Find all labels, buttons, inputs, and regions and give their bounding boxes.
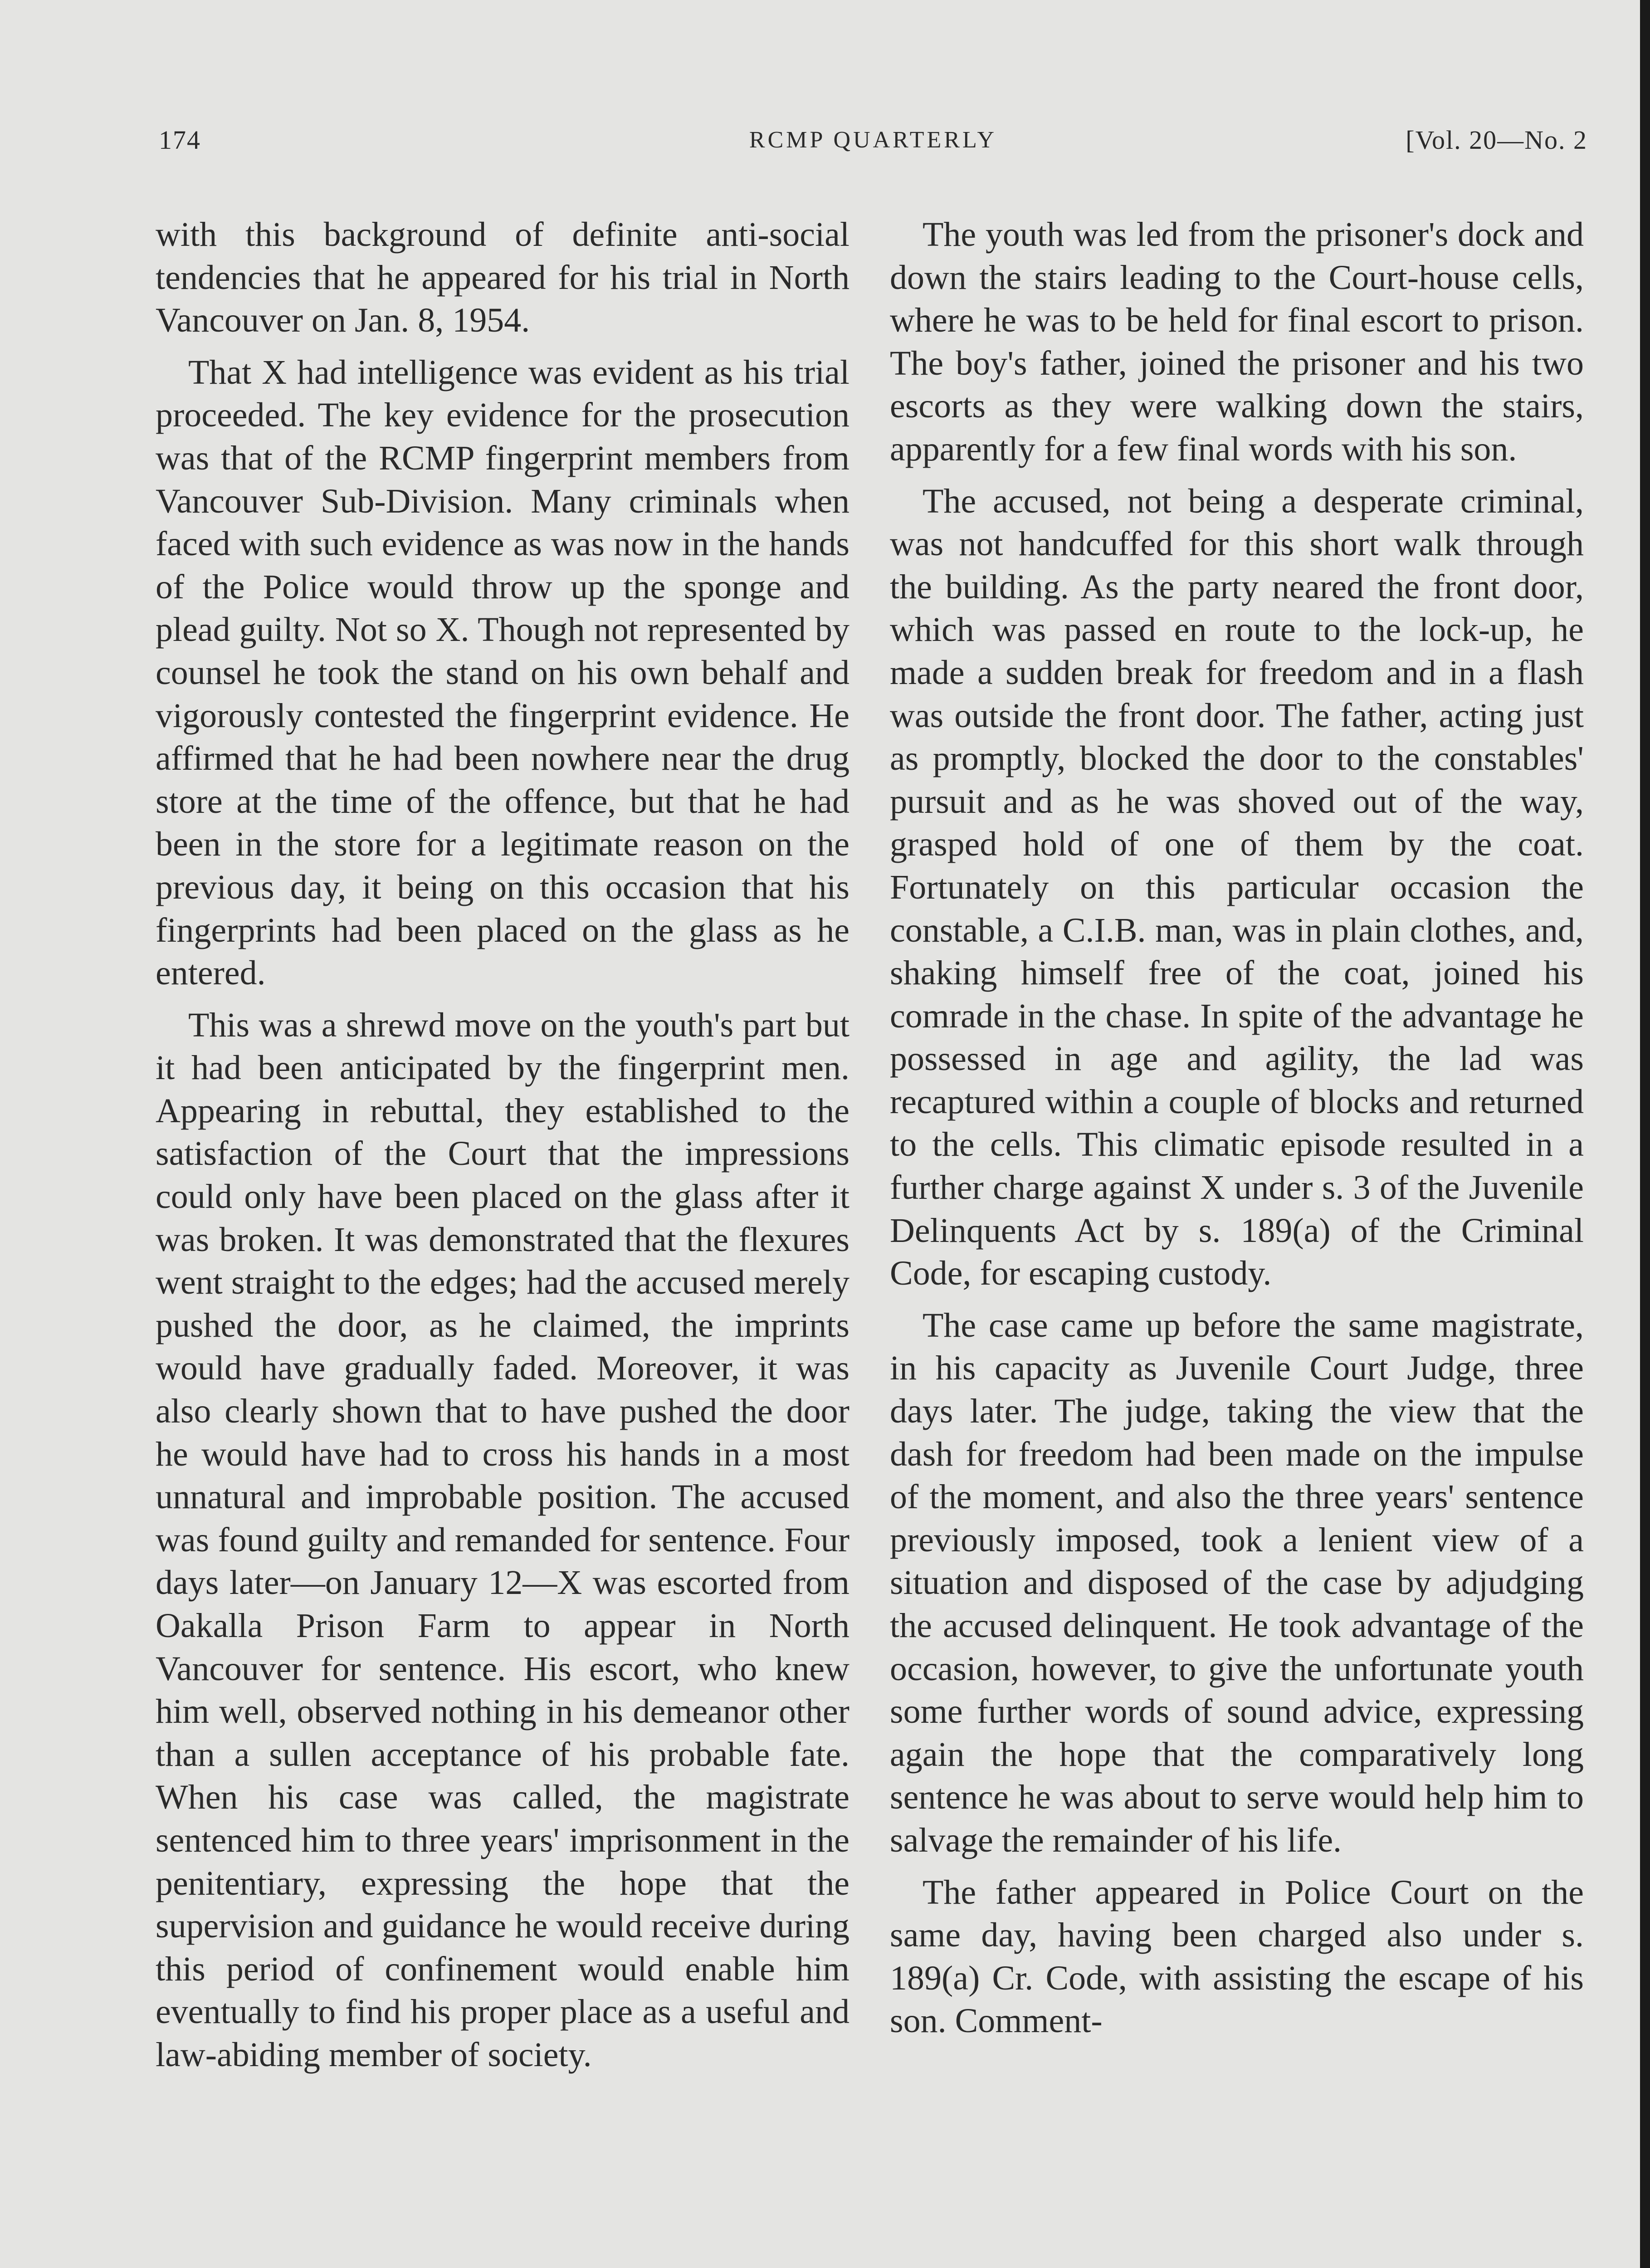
paragraph: That X had intelligence was evident as his trial proceeded. The key evidence for the prosecution was that of the RCMP fingerprint members from Vancouver Sub-Division. Many criminals when faced with such evidence as was now in the hands of the Police would throw up the sponge and plead guilty. Not so X. Though not represented by counsel he took the stand on his own behalf and vigorously contested the fingerprint evidence. He affirmed that he had been nowhere near the drug store at the time of the offence, but that he had been in the store for a legitimate reason on the previous day, it being on this occasion that his fingerprints had been placed on the glass as he entered. xyxy=(156,353,849,992)
paragraph: This was a shrewd move on the youth's part but it had been anticipated by the fingerprint men. Appearing in rebuttal, they established to the satisfaction of the Court that the impressions could only have been placed on the glass after it was broken. It was demonstrated that the flexures went straight to the edges; had the accused merely pushed the door, as he claimed, the imprints would have gradually faded. Moreover, it was also clearly shown that to have pushed the door he would have had to cross his hands in a most unnatural and improbable position. The accused was found guilty and remanded for sentence. Four days later—on January 12—X was escorted from Oakalla Prison Farm to appear in North Vancouver for sentence. His escort, who knew him well, observed nothing in his demeanor other than a sullen acceptance of his probable fate. When his case was called, the magistrate sentenced him to three years' imprisonment in the penitentiary, expressing the hope that the supervision and guidance he would receive during this period of confinement would enable him eventually to find his proper place as a useful and law-abiding member of society. xyxy=(156,1006,849,2074)
journal-title: RCMP QUARTERLY xyxy=(749,127,997,153)
paragraph: The youth was led from the prisoner's dock and down the stairs leading to the Court-house cells, where he was to be held for final escort to prison. The boy's father, joined the prisoner and his two escorts as they were walking down the stairs, apparently for a few final words with his son. xyxy=(890,215,1584,468)
page-number: 174 xyxy=(159,125,201,155)
paragraph: The case came up before the same magistrate, in his capacity as Juvenile Court Judge, three days later. The judge, taking the view that the dash for freedom had been made on the impulse of the moment, and also the three years' sentence previously imposed, took a lenient view of a situation and disposed of the case by adjudging the accused delinquent. He took advantage of the occasion, however, to give the unfortunate youth some further words of sound advice, expressing again the hope that the comparatively long sentence he was about to serve would help him to salvage the remainder of his life. xyxy=(890,1306,1584,1859)
paragraph: The father appeared in Police Court on the same day, having been charged also under s. 189(a) Cr. Code, with assisting the escape of his son. Comment- xyxy=(890,1873,1584,2040)
left-column xyxy=(156,213,849,2086)
issue-label: [Vol. 20—No. 2 xyxy=(1406,125,1587,155)
paragraph: with this background of definite anti-social tendencies that he appeared for his trial in North Vancouver on Jan. 8, 1954. xyxy=(156,215,849,340)
paragraph: The accused, not being a desperate criminal, was not handcuffed for this short walk through the building. As the party neared the front door, which was passed en route to the lock-up, he made a sudden break for freedom and in a flash was outside the front door. The father, acting just as promptly, blocked the door to the constables' pursuit and as he was shoved out of the way, grasped hold of one of them by the coat. Fortunately on this particular occasion the constable, a C.I.B. man, was in plain clothes, and, shaking himself free of the coat, joined his comrade in the chase. In spite of the advantage he possessed in age and agility, the lad was recaptured within a couple of blocks and returned to the cells. This climatic episode resulted in a further charge against X under s. 3 of the Juvenile Delinquents Act by s. 189(a) of the Criminal Code, for escaping custody. xyxy=(890,482,1584,1293)
running-header xyxy=(159,125,1587,166)
right-column xyxy=(890,213,1584,2052)
page-edge xyxy=(1640,0,1650,2268)
